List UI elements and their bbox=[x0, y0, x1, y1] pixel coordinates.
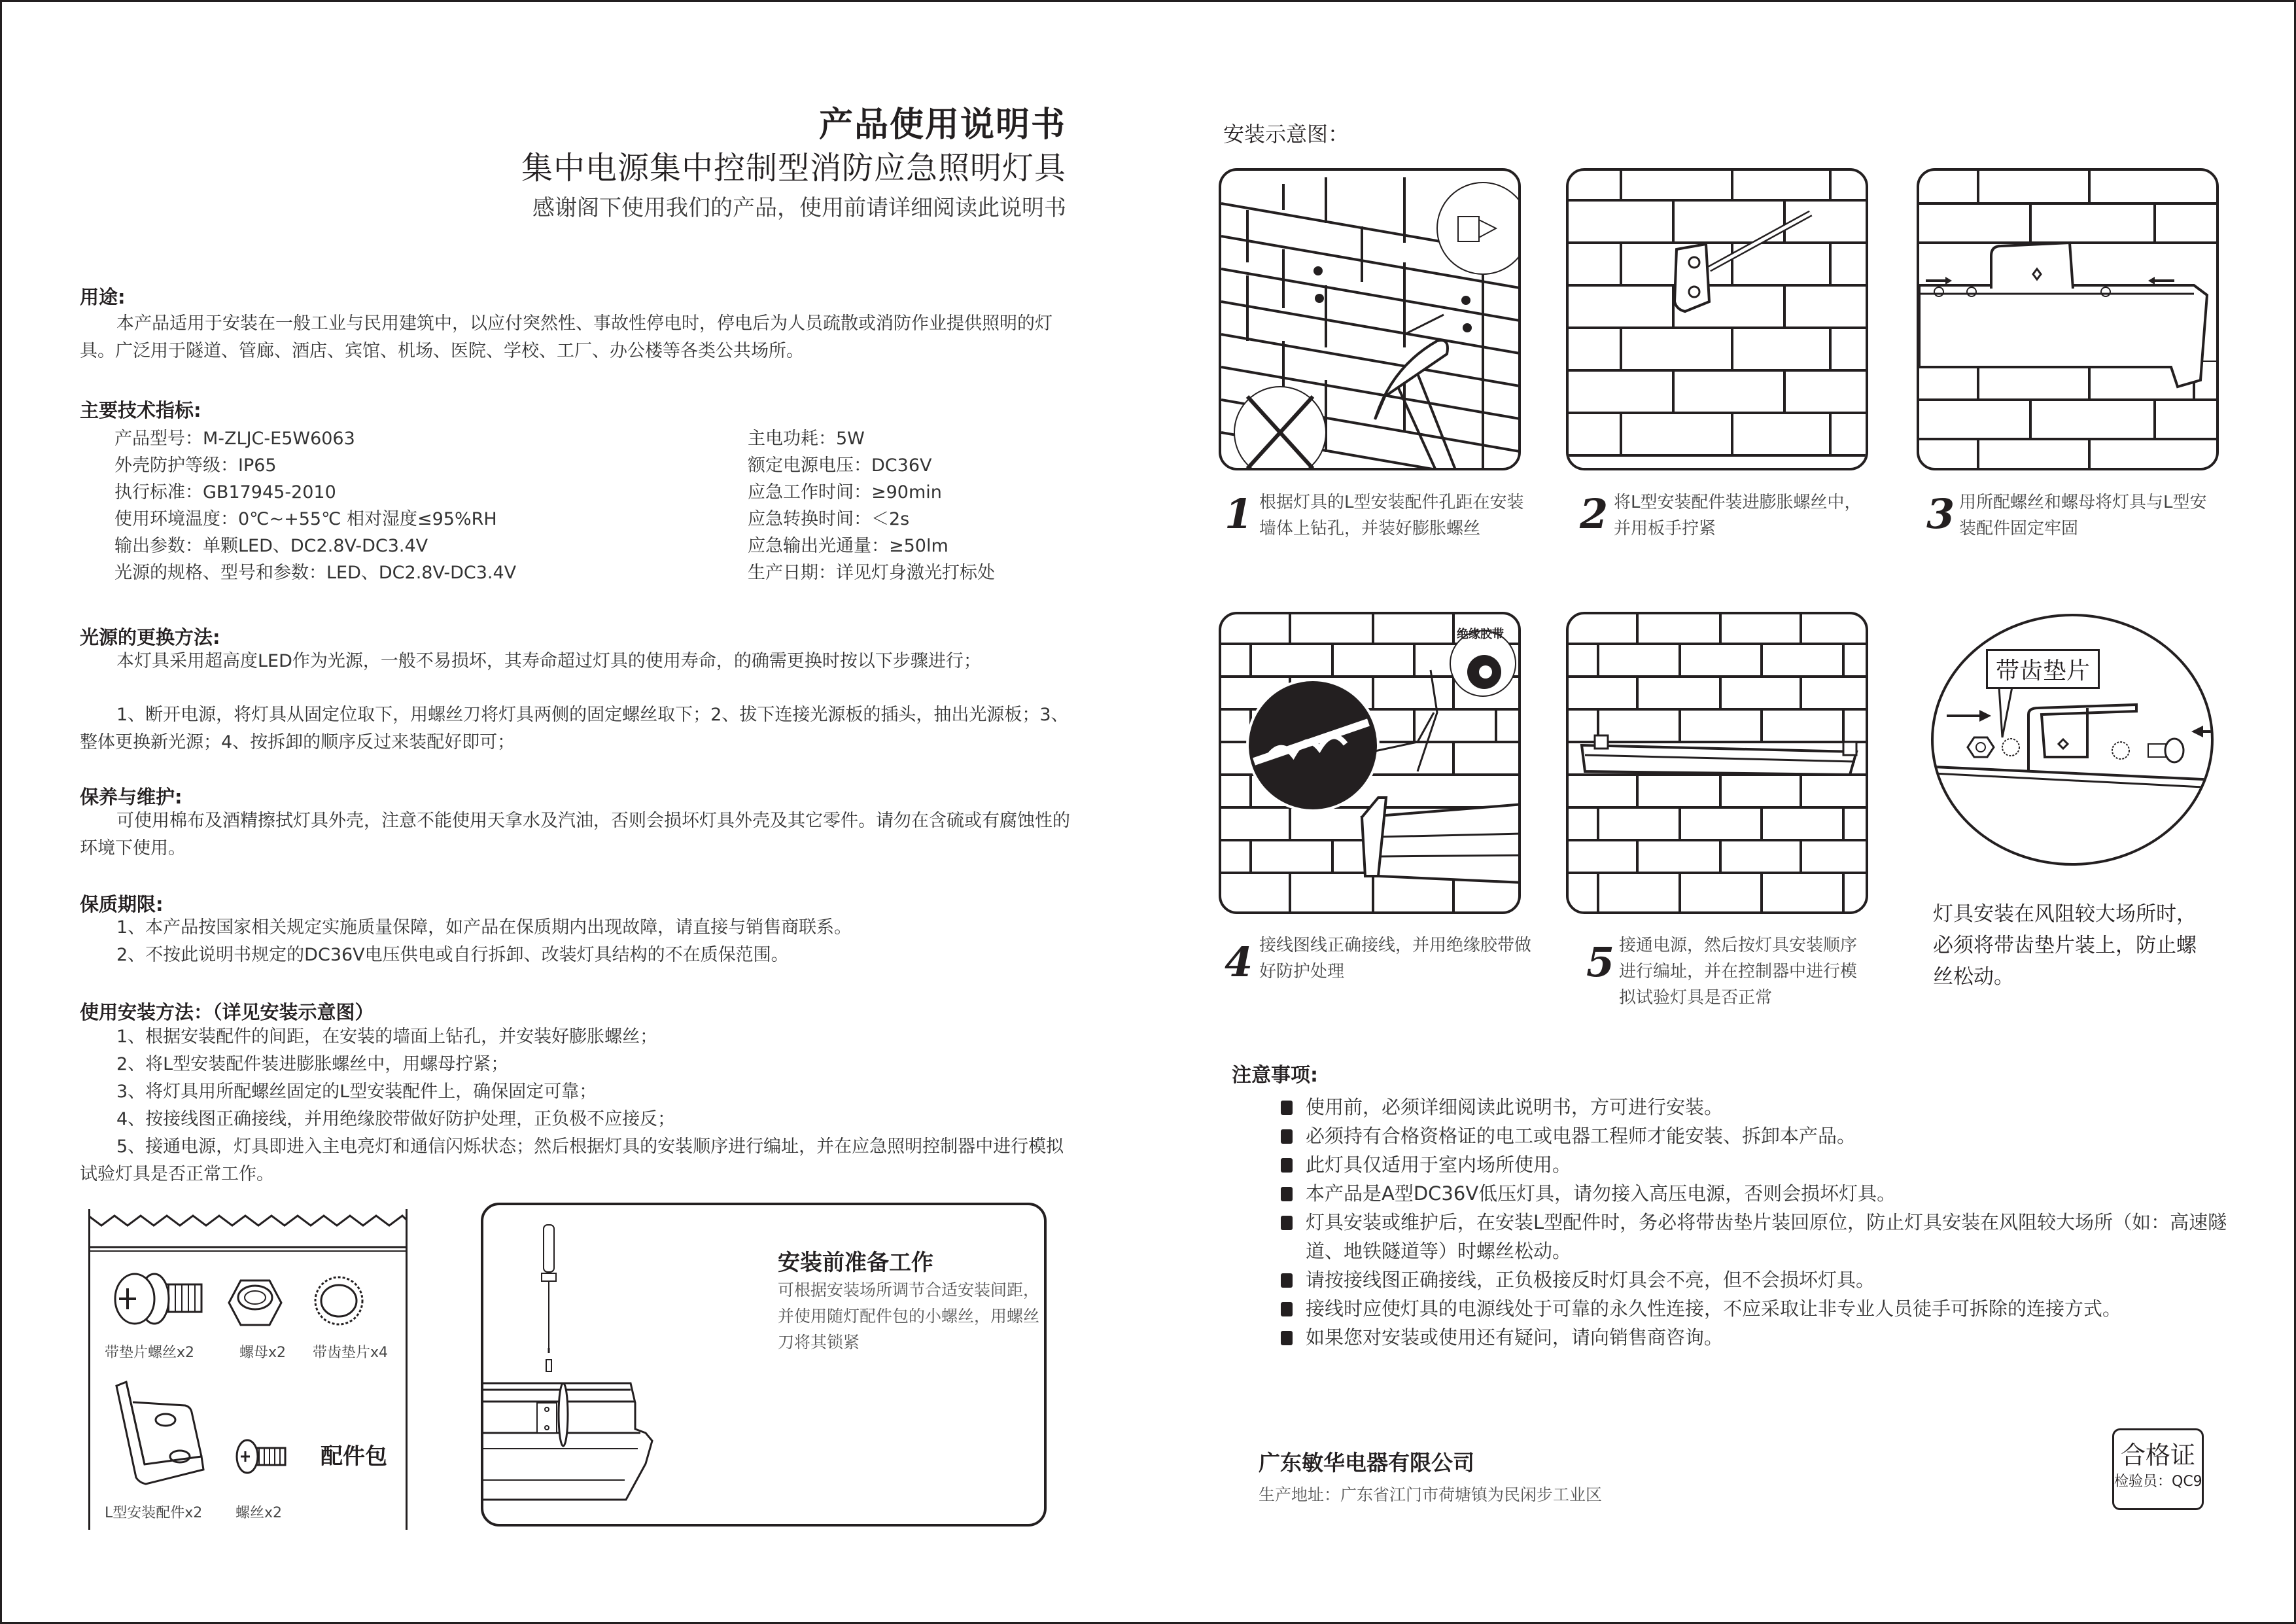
fixture-mounting-icon bbox=[1919, 171, 2219, 470]
usage-heading: 用途: bbox=[80, 286, 126, 308]
installation-step: 2、将L型安装配件装进膨胀螺丝中，用螺母拧紧； bbox=[116, 1054, 509, 1074]
step-text-3: 用所配螺丝和螺母将灯具与L型安装配件固定牢固 bbox=[1959, 493, 2207, 538]
kit-label-washer-screw: 带垫片螺丝x2 bbox=[105, 1345, 195, 1361]
spec-model: 产品型号：M-ZLJC-E5W6063 bbox=[114, 429, 355, 449]
note-item: 本产品是A型DC36V低压灯具，请勿接入高压电源，否则会损坏灯具。 bbox=[1281, 1179, 2229, 1208]
kit-title: 配件包 bbox=[321, 1443, 387, 1470]
insulating-tape-label: 绝缘胶带 bbox=[1457, 627, 1504, 641]
toothed-washer-icon bbox=[309, 1275, 368, 1327]
prep-title: 安装前准备工作 bbox=[778, 1250, 933, 1276]
screw-icon bbox=[235, 1438, 288, 1474]
kit-label-l-bracket: L型安装配件x2 bbox=[105, 1505, 203, 1521]
specs-heading: 主要技术指标: bbox=[80, 399, 201, 421]
installation-list bbox=[80, 1023, 1081, 1188]
step-2-illustration bbox=[1566, 168, 1868, 470]
pre-installation-box bbox=[481, 1203, 1047, 1527]
step-text-2: 将L型安装配件装进膨胀螺丝中，并用板手拧紧 bbox=[1614, 493, 1862, 538]
step-5-illustration bbox=[1566, 612, 1868, 914]
brick-wall-drilling-icon bbox=[1221, 171, 1521, 470]
fixture-with-screwdriver-illustration bbox=[483, 1205, 1046, 1526]
replacement-intro: 本灯具采用超高度LED作为光源，一般不易损坏，其寿命超过灯具的使用寿命，的确需更换时按以下步骤进行； bbox=[116, 651, 981, 671]
warranty-item: 2、不按此说明书规定的DC36V电压供电或自行拆卸、改装灯具结构的不在质保范围。 bbox=[116, 945, 789, 965]
note-item: 如果您对安装或使用还有疑问，请向销售商咨询。 bbox=[1281, 1323, 2229, 1352]
note-item: 请按接线图正确接线，正负极接反时灯具会不亮，但不会损坏灯具。 bbox=[1281, 1265, 2229, 1294]
wind-resistance-callout: 灯具安装在风阻较大场所时，必须将带齿垫片装上，防止螺丝松动。 bbox=[1933, 902, 2197, 989]
specs-right-column bbox=[748, 425, 995, 586]
specs-left-column bbox=[114, 425, 516, 586]
spec-voltage: 额定电源电压：DC36V bbox=[748, 455, 932, 476]
step-text-5: 接通电源，然后按灯具安装顺序进行编址，并在控制器中进行模拟试验灯具是否正常 bbox=[1619, 936, 1858, 1008]
notes-list bbox=[1281, 1093, 2229, 1352]
thanks-note: 感谢阁下使用我们的产品，使用前请详细阅读此说明书 bbox=[532, 195, 1066, 221]
step-number-4: 4 bbox=[1225, 938, 1253, 986]
kit-label-toothed-washer: 带齿垫片x4 bbox=[313, 1345, 389, 1361]
spec-luminous-flux: 应急输出光通量：≥50lm bbox=[748, 536, 948, 556]
bullet-icon bbox=[1281, 1187, 1293, 1201]
product-name: 集中电源集中控制型消防应急照明灯具 bbox=[521, 150, 1066, 186]
maintenance-text: 可使用棉布及酒精擦拭灯具外壳，注意不能使用天拿水及汽油，否则会损坏灯具外壳及其它零件。请勿在含硫或有腐蚀性的环境下使用。 bbox=[80, 811, 1070, 858]
bullet-icon bbox=[1281, 1273, 1293, 1288]
note-item: 此灯具仅适用于室内场所使用。 bbox=[1281, 1150, 2229, 1179]
diagram-heading: 安装示意图： bbox=[1223, 122, 1349, 147]
bullet-icon bbox=[1281, 1101, 1293, 1115]
usage-text: 本产品适用于安装在一般工业与民用建筑中，以应付突然性、事故性停电时，停电后为人员疏散或消防作业提供照明的灯具。广泛用于隧道、管廊、酒店、宾馆、机场、医院、学校、工厂、办公楼等各类公共场所。 bbox=[80, 313, 1052, 361]
note-item: 灯具安装或维护后，在安装L型配件时，务必将带齿垫片装回原位，防止灯具安装在风阻较大场所（如：高速隧道、地铁隧道等）时螺丝松动。 bbox=[1281, 1208, 2229, 1265]
nut-icon bbox=[228, 1278, 283, 1327]
bag-zigzag-edge bbox=[88, 1209, 408, 1255]
bullet-icon bbox=[1281, 1129, 1293, 1144]
step-number-2: 2 bbox=[1580, 490, 1609, 538]
toothed-washer-detail bbox=[1931, 614, 2214, 866]
installation-step: 3、将灯具用所配螺丝固定的L型安装配件上，确保固定可靠； bbox=[116, 1082, 597, 1102]
prep-text: 可根据安装场所调节合适安装间距，并使用随灯配件包的小螺丝，用螺丝刀将其锁紧 bbox=[778, 1280, 1040, 1352]
bullet-icon bbox=[1281, 1331, 1293, 1345]
accessory-kit-bag bbox=[88, 1209, 408, 1530]
step-number-3: 3 bbox=[1926, 490, 1955, 538]
installation-step: 5、接通电源，灯具即进入主电亮灯和通信闪烁状态；然后根据灯具的安装顺序进行编址，并在应急照明控制器中进行模拟试验灯具是否正常工作。 bbox=[80, 1137, 1064, 1184]
inspector-id: 检验员：QC9 bbox=[2114, 1474, 2202, 1490]
note-item: 接线时应使灯具的电源线处于可靠的永久性连接，不应采取让非专业人员徒手可拆除的连接方式。 bbox=[1281, 1294, 2229, 1323]
wiring-insulation-icon bbox=[1221, 614, 1521, 914]
spec-environment: 使用环境温度：0℃~+55℃ 相对湿度≤95%RH bbox=[114, 509, 497, 529]
certificate-title: 合格证 bbox=[2120, 1441, 2195, 1470]
kit-label-nut: 螺母x2 bbox=[239, 1345, 287, 1361]
spec-light-source: 光源的规格、型号和参数：LED、DC2.8V-DC3.4V bbox=[114, 563, 517, 583]
bullet-icon bbox=[1281, 1158, 1293, 1173]
bullet-icon bbox=[1281, 1302, 1293, 1316]
company-name: 广东敏华电器有限公司 bbox=[1259, 1450, 1474, 1475]
spec-power: 主电功耗：5W bbox=[748, 429, 865, 449]
step-number-5: 5 bbox=[1586, 938, 1615, 986]
warranty-item: 1、本产品按国家相关规定实施质量保障，如产品在保质期内出现故障，请直接与销售商联系。 bbox=[116, 917, 852, 938]
document-title: 产品使用说明书 bbox=[818, 105, 1066, 145]
note-item: 必须持有合格资格证的电工或电器工程师才能安装、拆卸本产品。 bbox=[1281, 1121, 2229, 1150]
company-address: 生产地址：广东省江门市荷塘镇为民闲步工业区 bbox=[1259, 1485, 1603, 1504]
qualification-certificate bbox=[2112, 1428, 2204, 1510]
step-number-1: 1 bbox=[1225, 490, 1253, 538]
brick-wall-bracket-icon bbox=[1569, 171, 1868, 470]
spec-protection: 外壳防护等级：IP65 bbox=[114, 455, 277, 476]
step-3-illustration bbox=[1917, 168, 2219, 470]
toothed-washer-label: 带齿垫片 bbox=[1986, 649, 2100, 689]
step-text-4: 接线图线正确接线，并用绝缘胶带做好防护处理 bbox=[1259, 936, 1532, 981]
spec-standard: 执行标准：GB17945-2010 bbox=[114, 482, 336, 503]
spec-production-date: 生产日期：详见灯身激光打标处 bbox=[748, 563, 995, 583]
installation-heading: 使用安装方法：（详见安装示意图） bbox=[80, 1001, 374, 1023]
washer-screw-icon bbox=[110, 1271, 205, 1327]
maintenance-heading: 保养与维护: bbox=[80, 786, 183, 808]
spec-output: 输出参数：单颗LED、DC2.8V-DC3.4V bbox=[114, 536, 428, 556]
note-item: 使用前，必须详细阅读此说明书，方可进行安装。 bbox=[1281, 1093, 2229, 1121]
warranty-heading: 保质期限: bbox=[80, 893, 164, 915]
warranty-list bbox=[116, 914, 852, 969]
l-bracket-icon bbox=[113, 1379, 205, 1491]
notes-heading: 注意事项: bbox=[1232, 1064, 1318, 1087]
spec-emergency-time: 应急工作时间：≥90min bbox=[748, 482, 942, 503]
step-1-illustration bbox=[1219, 168, 1521, 470]
installation-step: 1、根据安装配件的间距，在安装的墙面上钻孔，并安装好膨胀螺丝； bbox=[116, 1027, 658, 1047]
installation-step: 4、按接线图正确接线，并用绝缘胶带做好防护处理，正负极不应接反； bbox=[116, 1109, 676, 1129]
spec-switch-time: 应急转换时间：＜2s bbox=[748, 509, 910, 529]
step-4-illustration bbox=[1219, 612, 1521, 914]
replacement-steps: 1、断开电源，将灯具从固定位取下，用螺丝刀将灯具两侧的固定螺丝取下；2、拔下连接光源板的插头，抽出光源板；3、整体更换新光源；4、按拆卸的顺序反过来装配好即可； bbox=[80, 705, 1069, 752]
fixture-installed-icon bbox=[1569, 614, 1868, 914]
step-text-1: 根据灯具的L型安装配件孔距在安装墙体上钻孔，并装好膨胀螺丝 bbox=[1259, 493, 1524, 538]
bullet-icon bbox=[1281, 1216, 1293, 1230]
replacement-heading: 光源的更换方法: bbox=[80, 626, 220, 648]
kit-label-screw: 螺丝x2 bbox=[235, 1505, 283, 1521]
